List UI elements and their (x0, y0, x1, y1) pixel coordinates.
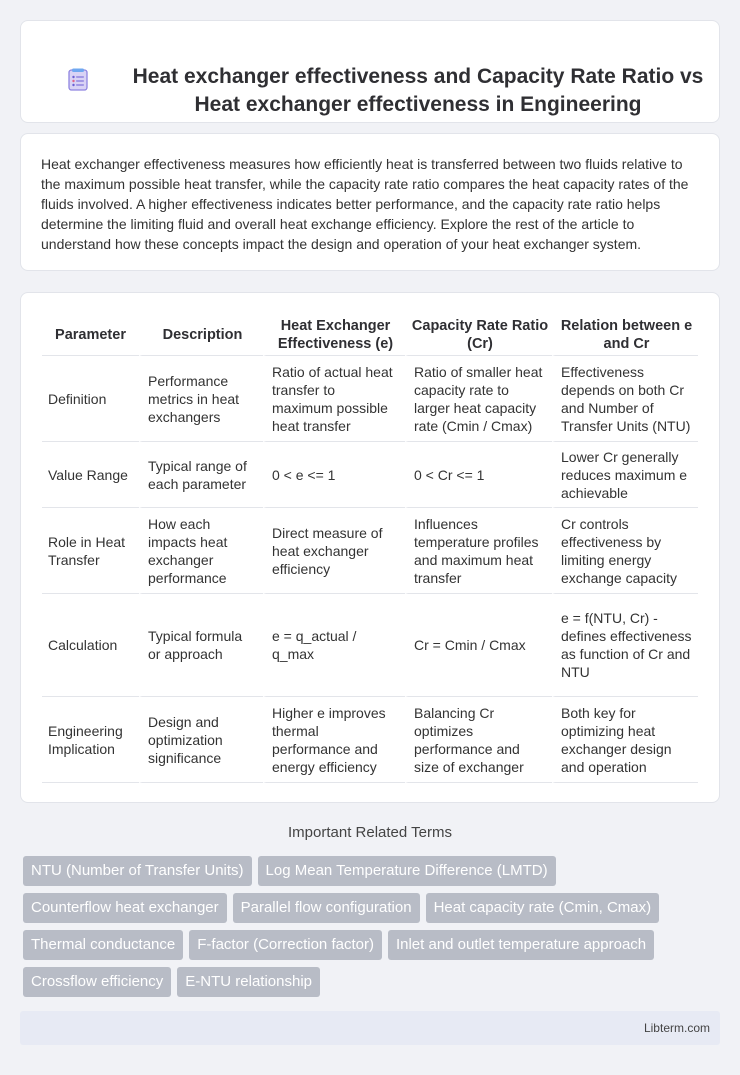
table-cell: Ratio of actual heat transfer to maximum possible heat transfer (263, 356, 405, 442)
table-cell: Balancing Cr optimizes performance and size of exchanger (405, 697, 552, 783)
table-header-cell: Description (139, 314, 263, 356)
footer-brand-link[interactable]: Libterm.com (643, 1021, 710, 1035)
table-cell: Higher e improves thermal performance and energy efficiency (263, 697, 405, 783)
table-cell: Cr controls effectiveness by limiting energy exchange capacity (552, 508, 698, 594)
table-cell: e = q_actual / q_max (263, 594, 405, 697)
table-cell: Lower Cr generally reduces maximum e achievable (552, 442, 698, 508)
table-row (42, 594, 698, 697)
table-cell: Both key for optimizing heat exchanger design and operation (552, 697, 698, 783)
table-cell: Definition (42, 356, 139, 442)
table-row (42, 442, 698, 508)
related-term-tag[interactable]: NTU (Number of Transfer Units) (23, 856, 252, 886)
related-term-tag[interactable]: Log Mean Temperature Difference (LMTD) (258, 856, 556, 886)
table-cell: 0 < Cr <= 1 (405, 442, 552, 508)
table-cell: Effectiveness depends on both Cr and Number of Transfer Units (NTU) (552, 356, 698, 442)
table-header-row (42, 314, 698, 356)
table-cell: Performance metrics in heat exchangers (139, 356, 263, 442)
footer (20, 1011, 720, 1045)
related-term-tag[interactable]: Parallel flow configuration (233, 893, 420, 923)
table-row (42, 356, 698, 442)
related-term-tag[interactable]: Inlet and outlet temperature approach (388, 930, 654, 960)
table-cell: Ratio of smaller heat capacity rate to larger heat capacity rate (Cmin / Cmax) (405, 356, 552, 442)
related-term-tag[interactable]: F-factor (Correction factor) (189, 930, 382, 960)
intro-card (20, 133, 720, 271)
table-cell: Cr = Cmin / Cmax (405, 594, 552, 697)
intro-paragraph: Heat exchanger effectiveness measures how efficiently heat is transferred between two fluids relative to the maximum possible heat transfer, while the capacity rate ratio compares the heat capacity rates of the fluids involved. A higher effectiveness indicates better performance, and the capacity rate ratio helps determine the limiting fluid and overall heat exchange efficiency. Explore the rest of the article to understand how these concepts impact the design and operation of your heat exchanger system. (41, 156, 689, 252)
table-cell: Value Range (42, 442, 139, 508)
table-header-cell: Capacity Rate Ratio (Cr) (405, 314, 552, 356)
table-header-cell: Heat Exchanger Effectiveness (e) (263, 314, 405, 356)
table-cell: Direct measure of heat exchanger efficiency (263, 508, 405, 594)
comparison-table-card (20, 292, 720, 803)
related-term-tag[interactable]: Thermal conductance (23, 930, 183, 960)
related-term-tag[interactable]: Heat capacity rate (Cmin, Cmax) (426, 893, 660, 923)
related-term-tag[interactable]: Crossflow efficiency (23, 967, 171, 997)
table-cell: Typical formula or approach (139, 594, 263, 697)
related-terms-title: Important Related Terms (288, 824, 452, 841)
table-cell: Engineering Implication (42, 697, 139, 783)
header-card (20, 20, 720, 123)
table-cell: e = f(NTU, Cr) - defines effectiveness as function of Cr and NTU (552, 594, 698, 697)
related-term-tag[interactable]: Counterflow heat exchanger (23, 893, 227, 923)
table-header-cell: Relation between e and Cr (552, 314, 698, 356)
table-cell: Calculation (42, 594, 139, 697)
table-row (42, 508, 698, 594)
table-cell: How each impacts heat exchanger performance (139, 508, 263, 594)
table-cell: 0 < e <= 1 (263, 442, 405, 508)
table-cell: Role in Heat Transfer (42, 508, 139, 594)
table-cell: Design and optimization significance (139, 697, 263, 783)
table-cell: Typical range of each parameter (139, 442, 263, 508)
page-title: Heat exchanger effectiveness and Capacity Rate Ratio vs Heat exchanger effectiveness in Engineering (132, 65, 704, 116)
table-cell: Influences temperature profiles and maximum heat transfer (405, 508, 552, 594)
related-term-tag[interactable]: E-NTU relationship (177, 967, 320, 997)
table-header-cell: Parameter (42, 314, 139, 356)
comparison-table (42, 314, 698, 783)
table-row (42, 697, 698, 783)
related-terms-list (23, 856, 713, 997)
document-list-icon (67, 68, 89, 92)
